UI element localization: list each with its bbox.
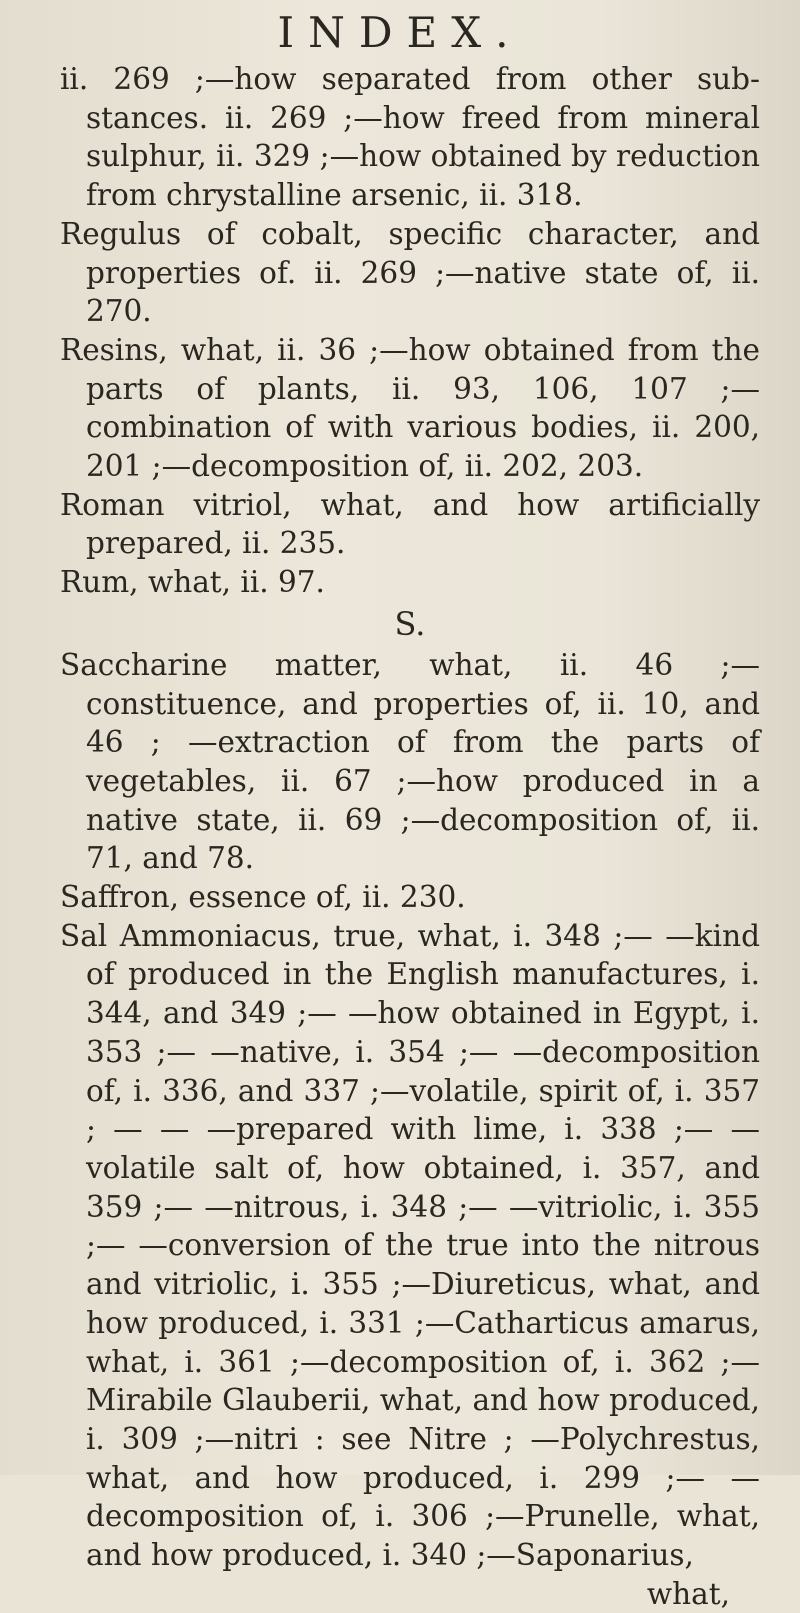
catchword: what, xyxy=(646,1576,730,1611)
index-entry-roman-vitriol: Roman vitriol, what, and how artificially prepared, ii. 235. xyxy=(60,487,760,561)
index-entry-rum: Rum, what, ii. 97. xyxy=(60,565,325,600)
page-header: INDEX. xyxy=(277,8,523,57)
index-entry-resins: Resins, what, ii. 36 ;—how obtained from the parts of plants, ii. 93, 106, 107 ;—combination of with various bodies, ii. 200, 201 ;—decomposition of, ii. 202, 203. xyxy=(60,332,760,484)
index-text xyxy=(60,60,760,1613)
index-entry-regulus-of-cobalt: Regulus of cobalt, specific character, and properties of. ii. 269 ;—native state of, ii. 270. xyxy=(60,216,760,329)
index-entry-saccharine-matter: Saccharine matter, what, ii. 46 ;—constituence, and properties of, ii. 10, and 46 ; —extraction of from the parts of vegetables, ii. 67 ;—how produced in a native state, ii. 69 ;—decomposition of, ii. 71, and 78. xyxy=(60,647,760,876)
index-entry-sal-ammoniacus: Sal Ammoniacus, true, what, i. 348 ;— —kind of produced in the English manufactures, i. 344, and 349 ;— —how obtained in Egypt, i. 353 ;— —native, i. 354 ;— —decomposition of, i. 336, and 337 ;—volatile, spirit of, i. 357 ; — — —prepared with lime, i. 338 ;— —volatile salt of, how obtained, i. 357, and 359 ;— —nitrous, i. 348 ;— —vitriolic, i. 355 ;— —conversion of the true into the nitrous and vitriolic, i. 355 ;—Diureticus, what, and how produced, i. 331 ;—Catharticus amarus, what, i. 361 ;—decomposition of, i. 362 ;—Mirabile Glauberii, what, and how produced, i. 309 ;—nitri : see Nitre ; —Polychrestus, what, and how produced, i. 299 ;— —decomposition of, i. 306 ;—Prunelle, what, and how produced, i. 340 ;—Saponarius, xyxy=(60,918,760,1573)
index-entry-arsenic-cont: ii. 269 ;—how separated from other sub-stances. ii. 269 ;—how freed from mineral sulphur, ii. 329 ;—how obtained by reduction from chrystalline arsenic, ii. 318. xyxy=(60,62,760,213)
index-entry-saffron: Saffron, essence of, ii. 230. xyxy=(60,880,466,915)
section-letter: S. xyxy=(394,604,426,643)
